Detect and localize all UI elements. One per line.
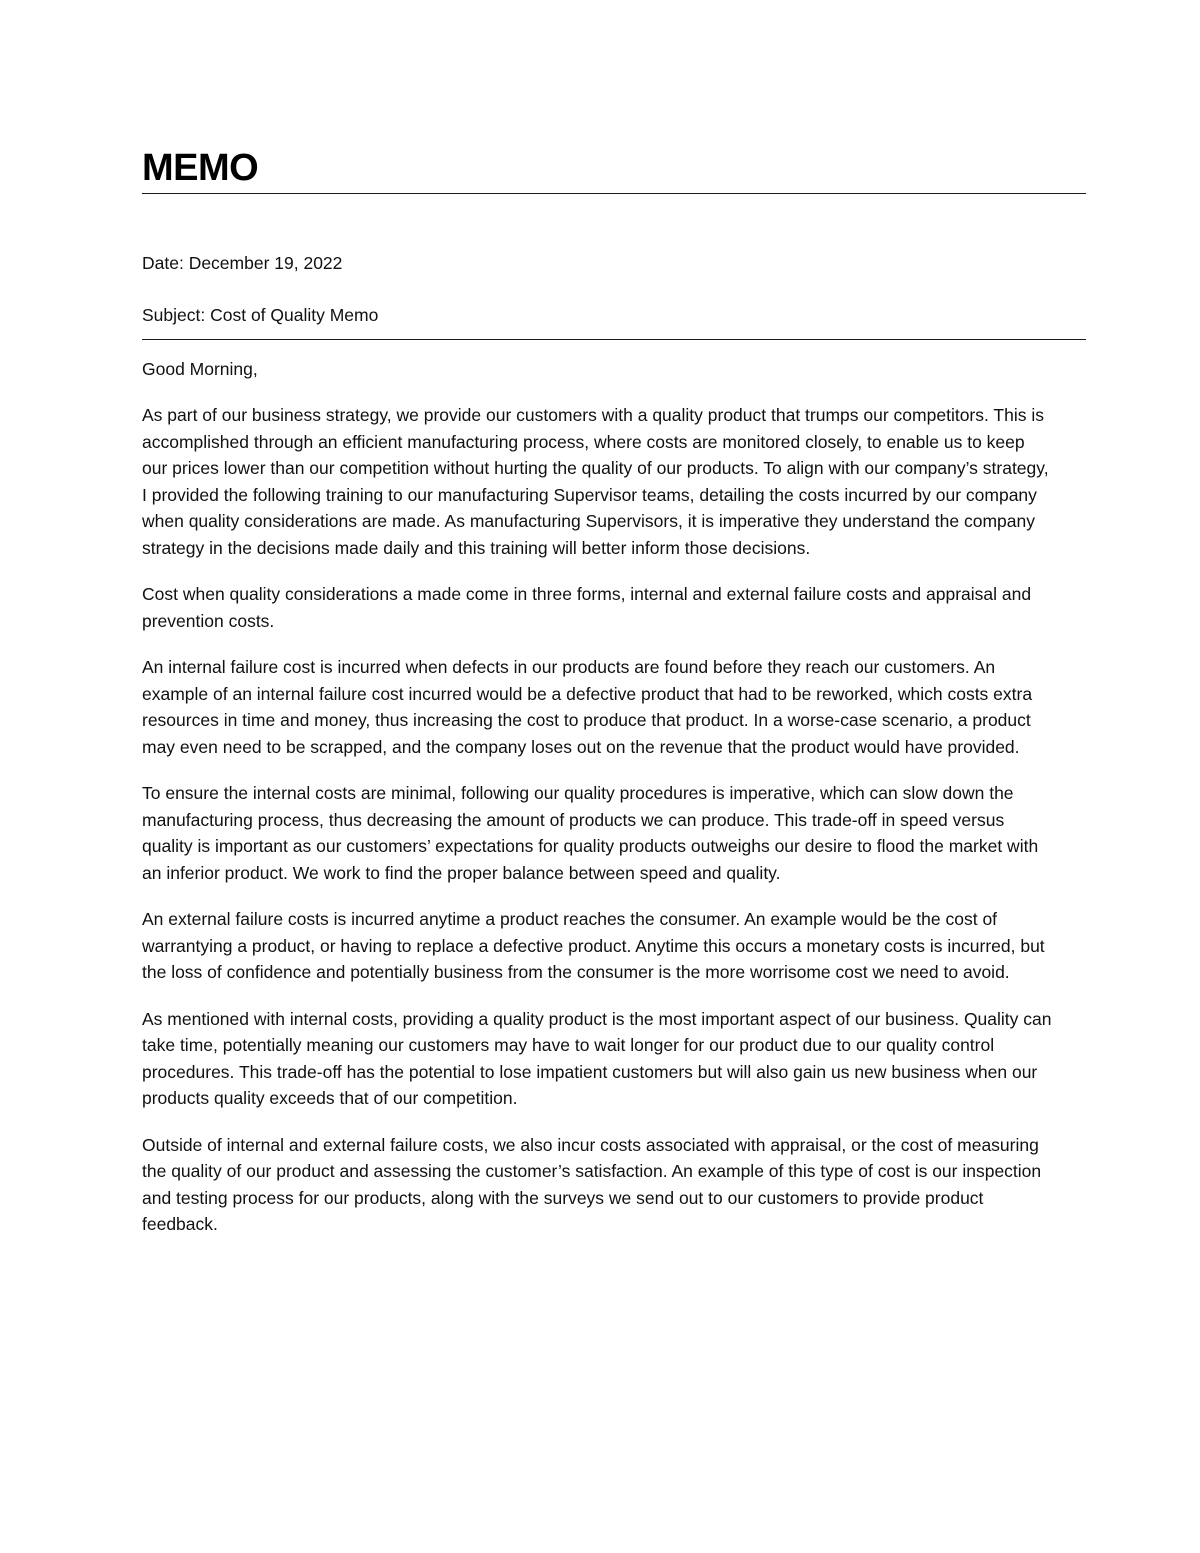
- paragraph-cost-forms: Cost when quality considerations a made come in three forms, internal and external failure costs and appraisal and prevention costs.: [142, 584, 1032, 631]
- paragraph-external-failure: An external failure costs is incurred anytime a product reaches the consumer. An example would be the cost of warrantying a product, or having to replace a defective product. Anytime this occurs a monetary costs is incurred, but the loss of confidence and potentially business from the consumer is the more worrisome cost we need to avoid.: [142, 909, 1045, 982]
- paragraph-internal-tradeoff: To ensure the internal costs are minimal, following our quality procedures is imperative, which can slow down the manufacturing process, thus decreasing the amount of products we can produce. This trade-off in speed versus quality is important as our customers’ expectations for quality products outweighs our desire to flood the market with an inferior product. We work to find the proper balance between speed and quality.: [142, 783, 1039, 883]
- memo-greeting: Good Morning,: [142, 359, 258, 379]
- paragraph-appraisal: Outside of internal and external failure costs, we also incur costs associated with appraisal, or the cost of measuring the quality of our product and assessing the customer’s satisfaction. An example of this type of cost is our inspection and testing process for our products, along with the surveys we send out to our customers to provide product feedback.: [142, 1134, 1042, 1234]
- header-divider: [142, 339, 1086, 340]
- memo-subject: Subject: Cost of Quality Memo: [142, 305, 379, 325]
- paragraph-quality-time: As mentioned with internal costs, providing a quality product is the most important aspect of our business. Quality can take time, potentially meaning our customers may have to wait longer for our product due to our quality control procedures. This trade-off has the potential to lose impatient customers but will also gain us new business when our products quality exceeds that of our competition.: [142, 1008, 1052, 1108]
- memo-title: MEMO: [142, 147, 259, 189]
- paragraph-strategy: As part of our business strategy, we provide our customers with a quality product that trumps our competitors. This is accomplished through an efficient manufacturing process, where costs are monitored closely, to enable us to keep our prices lower than our competition without hurting the quality of our products. To align with our company’s strategy, I provided the following training to our manufacturing Supervisor teams, detailing the costs incurred by our company when quality considerations are made. As manufacturing Supervisors, it is imperative they understand the company strategy in the decisions made daily and this training will better inform those decisions.: [142, 405, 1049, 558]
- memo-date: Date: December 19, 2022: [142, 253, 343, 273]
- memo-body: [142, 145, 1086, 1238]
- title-divider: [142, 193, 1086, 194]
- paragraph-internal-failure: An internal failure cost is incurred when defects in our products are found before they reach our customers. An example of an internal failure cost incurred would be a defective product that had to be reworked, which costs extra resources in time and money, thus increasing the cost to produce that product. In a worse-case scenario, a product may even need to be scrapped, and the company loses out on the revenue that the product would have provided.: [142, 657, 1033, 757]
